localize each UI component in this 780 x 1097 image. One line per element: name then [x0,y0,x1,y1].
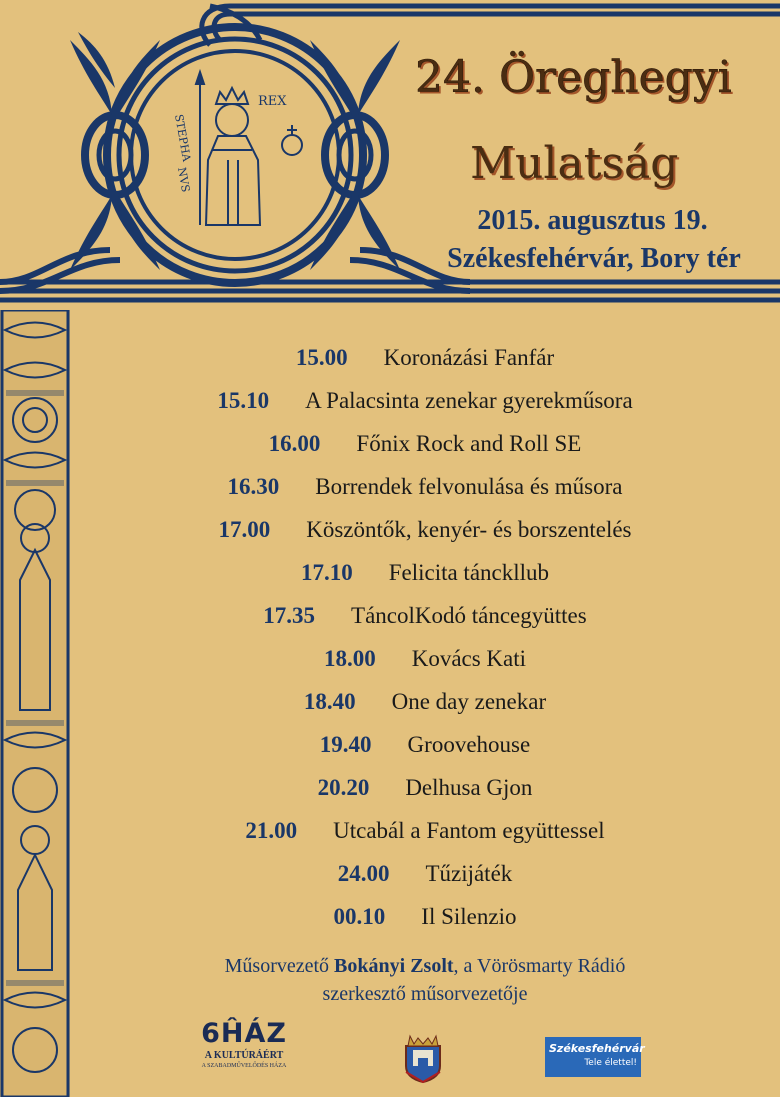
schedule-act: Főnix Rock and Roll SE [356,430,582,456]
schedule-act: Koronázási Fanfár [383,344,555,370]
schedule-row [70,508,780,551]
schedule-act: Tűzijáték [425,860,513,886]
schedule-act: A Palacsinta zenekar gyerekműsora [305,387,633,413]
schedule-row [70,379,780,422]
schedule-row [70,465,780,508]
schedule-time: 17.35 [263,602,316,628]
schedule-time: 00.10 [333,903,386,929]
city-crest-icon [398,1032,448,1084]
schedule-act: Il Silenzio [421,903,517,929]
schedule-time: 18.40 [303,688,356,714]
szfv-logo-name: Székesfehérvár [549,1042,645,1055]
schedule-row [70,852,780,895]
schedule-act: Felicita tánckllub [388,559,550,585]
svg-text:REX: REX [258,94,287,109]
event-title-line2: Mulatság [470,138,679,189]
schedule-row [70,551,780,594]
schedule-time: 21.00 [245,817,298,843]
schedule-act: Borrendek felvonulása és műsora [315,473,623,499]
schedule-time: 15.10 [217,387,270,413]
svg-text:STEPHA: STEPHA [172,113,194,163]
schedule-row [70,809,780,852]
schedule-act: Kovács Kati [411,645,527,671]
program-schedule [70,336,780,938]
schedule-row [70,723,780,766]
schedule-time: 19.40 [319,731,372,757]
schedule-time: 15.00 [295,344,348,370]
schedule-act: Köszöntők, kenyér- és borszentelés [306,516,632,542]
schedule-row [70,637,780,680]
schedule-time: 17.00 [218,516,271,542]
schedule-row [70,766,780,809]
host-name: Bokányi Zsolt [334,955,454,977]
schedule-act: One day zenekar [391,688,547,714]
host-credit [70,952,780,1008]
event-title-line1: 24. Öreghegyi [415,52,732,103]
schedule-act: Utcabál a Fantom együttessel [333,817,605,843]
schedule-time: 17.10 [300,559,353,585]
haz-logo-text: 6ĤÁZ [201,1018,287,1049]
schedule-act: Delhusa Gjon [405,774,533,800]
schedule-row [70,594,780,637]
schedule-act: TáncolKodó táncegyüttes [351,602,587,628]
kultura-haz-logo [194,1018,294,1082]
schedule-time: 20.20 [317,774,370,800]
schedule-time: 16.00 [268,430,321,456]
szfv-logo-slogan: Tele élettel! [584,1058,637,1068]
schedule-time: 24.00 [337,860,390,886]
event-date: 2015. augusztus 19. [477,205,708,236]
svg-text:NVS: NVS [175,166,193,194]
event-place: Székesfehérvár, Bory tér [447,243,741,274]
schedule-row [70,422,780,465]
schedule-time: 16.30 [227,473,280,499]
haz-logo-subtitle-small: A SZABADMŰVELŐDÉS HÁZA [201,1063,287,1069]
host-role: szerkesztő műsorvezetője [322,983,528,1005]
host-suffix: , a Vörösmarty Rádió [453,955,626,977]
schedule-time: 18.00 [323,645,376,671]
schedule-row [70,336,780,379]
szekesfehervar-logo [545,1037,645,1077]
schedule-row [70,895,780,938]
schedule-row [70,680,780,723]
schedule-act: Groovehouse [407,731,531,757]
ornamental-border-icon [0,310,70,1097]
host-prefix: Műsorvezető [224,955,335,977]
haz-logo-subtitle: A KULTÚRÁÉRT [204,1050,284,1061]
